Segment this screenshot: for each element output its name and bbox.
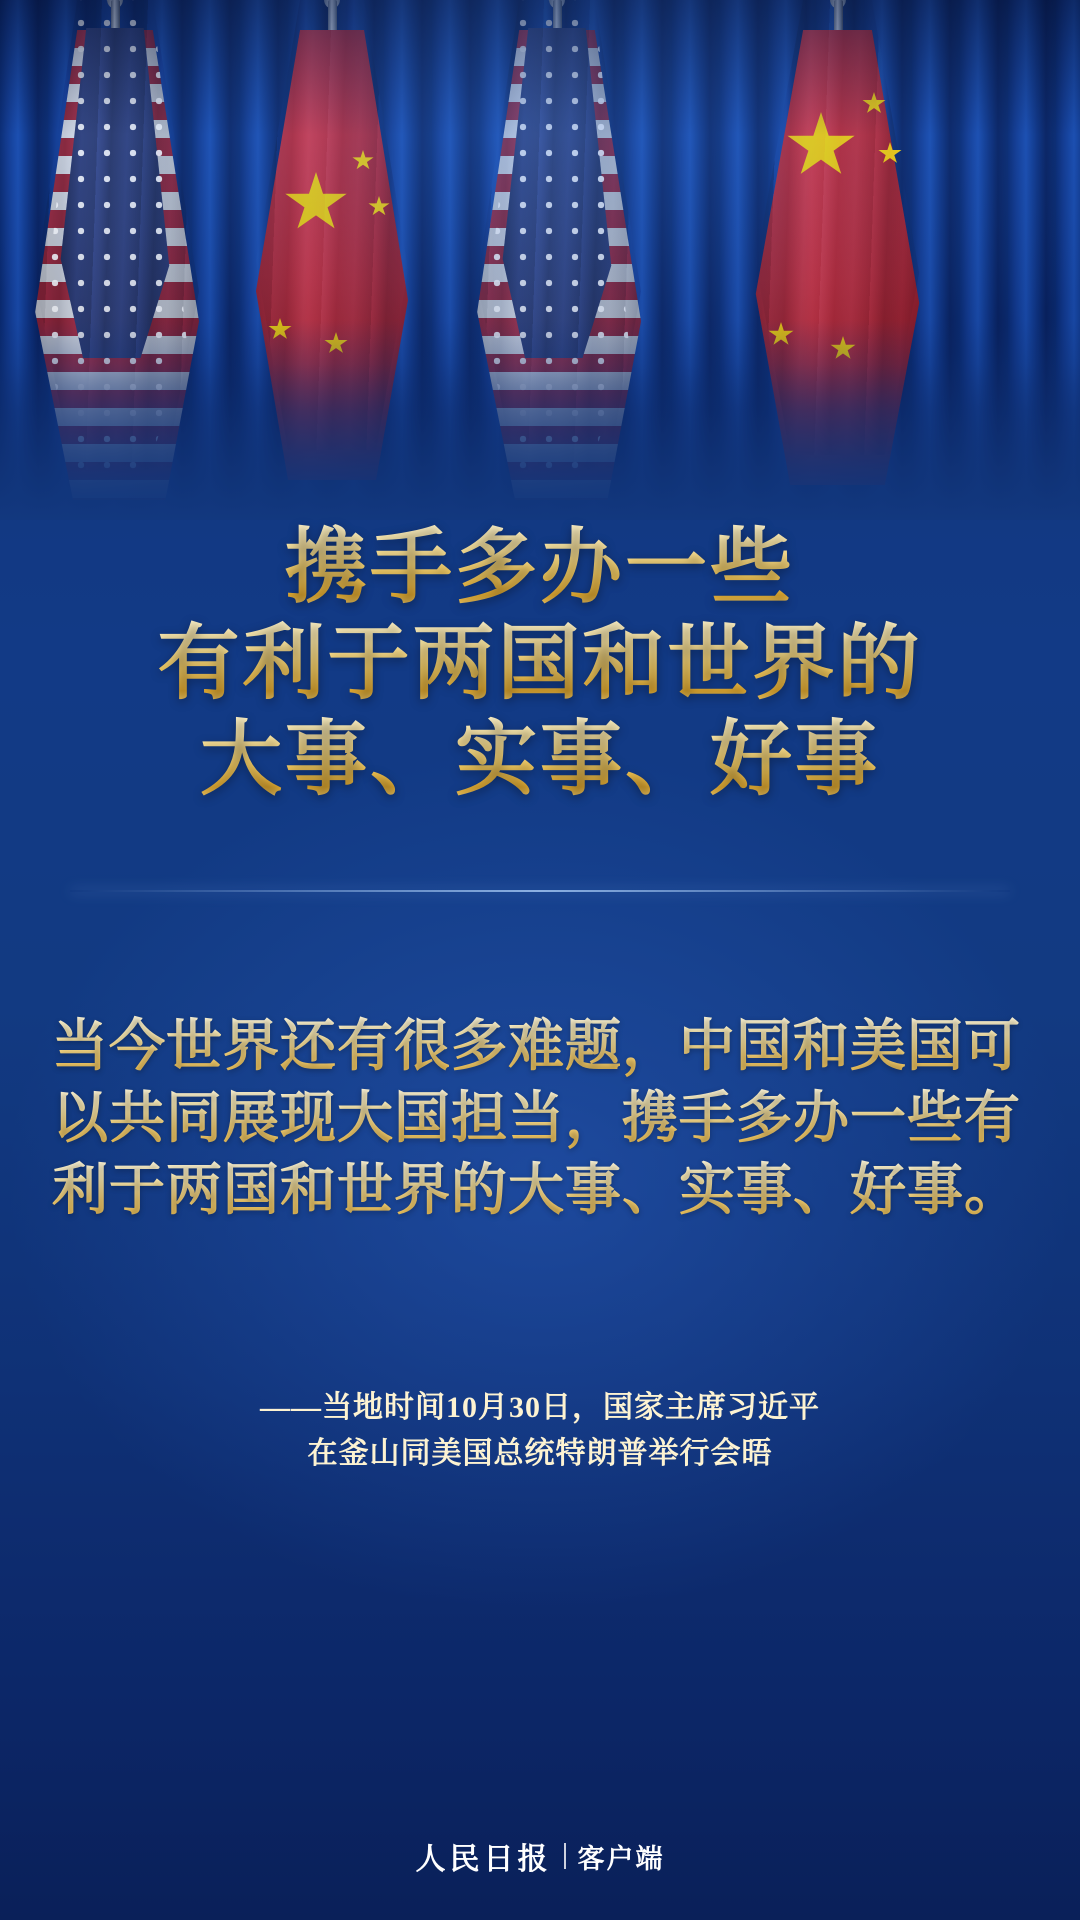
- headline-line-3: 大事、实事、好事: [40, 712, 1040, 808]
- quote-block: [52, 1010, 1028, 1226]
- section-divider: [70, 890, 1010, 892]
- attribution-line-2: 在釜山同美国总统特朗普举行会晤: [307, 1437, 773, 1470]
- logo-divider-icon: [564, 1843, 566, 1869]
- app-name: 客户端: [577, 1843, 665, 1874]
- quote-line-2: 以共同展现大国担当，携手多办一些有: [52, 1082, 1028, 1154]
- headline-line-2: 有利于两国和世界的: [40, 616, 1040, 712]
- attribution-line-1: ——当地时间10月30日，国家主席习近平: [260, 1391, 820, 1424]
- headline: [0, 520, 1080, 808]
- headline-line-1: 携手多办一些: [40, 520, 1040, 616]
- flags-photo: [0, 0, 1080, 520]
- quote-line-3: 利于两国和世界的大事、实事、好事。: [52, 1154, 1028, 1226]
- quote-attribution: [0, 1385, 1080, 1477]
- quote-line-1: 当今世界还有很多难题，中国和美国可: [52, 1010, 1028, 1082]
- photo-bottom-fade: [0, 320, 1080, 520]
- footer-logo: [0, 1834, 1080, 1878]
- publisher-name: 人民日报: [415, 1843, 552, 1876]
